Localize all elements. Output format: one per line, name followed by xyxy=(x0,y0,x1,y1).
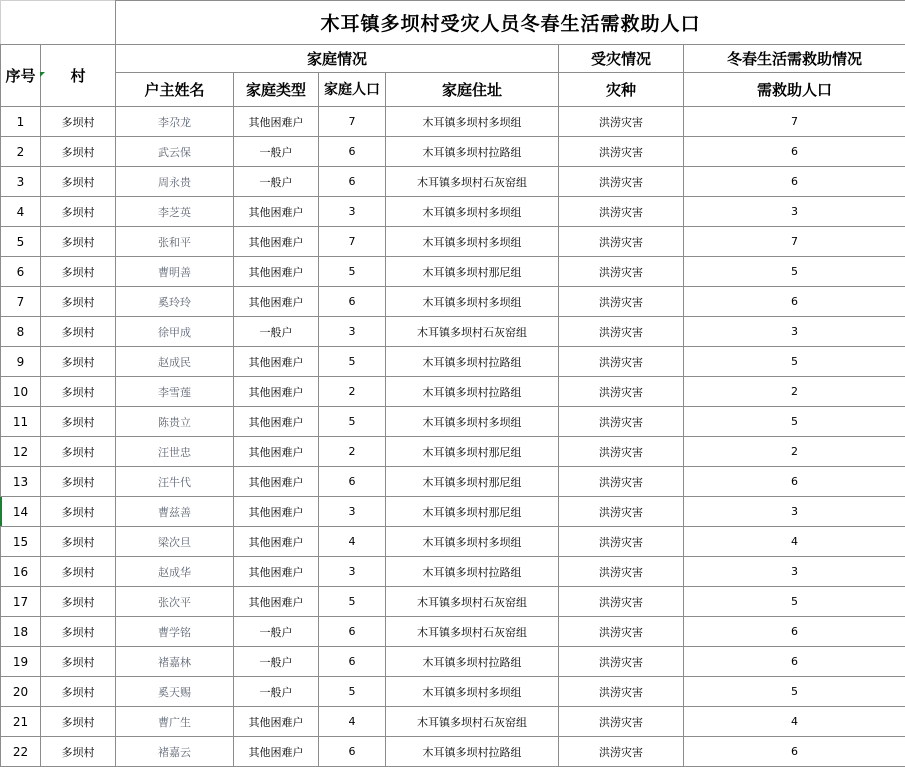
cell-family-type[interactable]: 其他困难户 xyxy=(234,707,319,737)
cell-seq[interactable]: 16 xyxy=(1,557,41,587)
cell-disaster-type[interactable]: 洪涝灾害 xyxy=(559,497,684,527)
cell-head-name[interactable]: 武云保 xyxy=(116,137,234,167)
cell-head-name[interactable]: 曹明善 xyxy=(116,257,234,287)
header-relief-count[interactable]: 需救助人口 xyxy=(684,73,905,107)
cell-seq[interactable]: 18 xyxy=(1,617,41,647)
cell-address[interactable]: 木耳镇多坝村多坝组 xyxy=(386,227,559,257)
cell-village[interactable]: 多坝村 xyxy=(41,527,116,557)
cell-family-size[interactable]: 6 xyxy=(319,617,386,647)
cell-disaster-type[interactable]: 洪涝灾害 xyxy=(559,647,684,677)
cell-head-name[interactable]: 奚玲玲 xyxy=(116,287,234,317)
cell-family-size[interactable]: 5 xyxy=(319,587,386,617)
cell-family-type[interactable]: 其他困难户 xyxy=(234,407,319,437)
cell-address[interactable]: 木耳镇多坝村多坝组 xyxy=(386,407,559,437)
cell-village[interactable]: 多坝村 xyxy=(41,107,116,137)
cell-village[interactable]: 多坝村 xyxy=(41,677,116,707)
header-head-name[interactable]: 户主姓名 xyxy=(116,73,234,107)
cell-disaster-type[interactable]: 洪涝灾害 xyxy=(559,317,684,347)
cell-family-type[interactable]: 其他困难户 xyxy=(234,437,319,467)
cell-head-name[interactable]: 李芝英 xyxy=(116,197,234,227)
cell-village[interactable]: 多坝村 xyxy=(41,137,116,167)
cell-address[interactable]: 木耳镇多坝村拉路组 xyxy=(386,737,559,767)
cell-family-type[interactable]: 其他困难户 xyxy=(234,107,319,137)
cell-family-type[interactable]: 其他困难户 xyxy=(234,557,319,587)
cell-family-type[interactable]: 一般户 xyxy=(234,137,319,167)
cell-family-type[interactable]: 一般户 xyxy=(234,317,319,347)
table-row xyxy=(1,587,905,617)
cell-disaster-type[interactable]: 洪涝灾害 xyxy=(559,557,684,587)
table-row xyxy=(1,377,905,407)
cell-village[interactable]: 多坝村 xyxy=(41,197,116,227)
cell-disaster-type[interactable]: 洪涝灾害 xyxy=(559,167,684,197)
cell-family-size[interactable]: 3 xyxy=(319,197,386,227)
cell-head-name[interactable]: 张和平 xyxy=(116,227,234,257)
cell-address[interactable]: 木耳镇多坝村那尼组 xyxy=(386,497,559,527)
cell-village[interactable]: 多坝村 xyxy=(41,407,116,437)
cell-address[interactable]: 木耳镇多坝村拉路组 xyxy=(386,377,559,407)
table-row xyxy=(1,707,905,737)
cell-relief-count[interactable]: 5 xyxy=(684,587,905,617)
cell-seq[interactable]: 20 xyxy=(1,677,41,707)
cell-head-name[interactable]: 曹兹善 xyxy=(116,497,234,527)
cell-relief-count[interactable]: 7 xyxy=(684,107,905,137)
cell-disaster-type[interactable]: 洪涝灾害 xyxy=(559,407,684,437)
cell-family-type[interactable]: 其他困难户 xyxy=(234,347,319,377)
cell-family-size[interactable]: 3 xyxy=(319,317,386,347)
cell-relief-count[interactable]: 6 xyxy=(684,137,905,167)
table-row xyxy=(1,437,905,467)
cell-family-type[interactable]: 一般户 xyxy=(234,647,319,677)
cell-address[interactable]: 木耳镇多坝村那尼组 xyxy=(386,467,559,497)
cell-address[interactable]: 木耳镇多坝村石灰窑组 xyxy=(386,167,559,197)
cell-family-type[interactable]: 一般户 xyxy=(234,617,319,647)
cell-head-name[interactable]: 赵成民 xyxy=(116,347,234,377)
header-village[interactable]: 村 xyxy=(41,45,116,107)
cell-family-type[interactable]: 其他困难户 xyxy=(234,377,319,407)
cell-disaster-type[interactable]: 洪涝灾害 xyxy=(559,527,684,557)
cell-family-type[interactable]: 其他困难户 xyxy=(234,497,319,527)
cell-family-size[interactable]: 6 xyxy=(319,467,386,497)
cell-family-size[interactable]: 2 xyxy=(319,437,386,467)
cell-relief-count[interactable]: 3 xyxy=(684,557,905,587)
header-family-size[interactable]: 家庭人口 xyxy=(319,73,386,107)
cell-family-size[interactable]: 5 xyxy=(319,257,386,287)
cell-relief-count[interactable]: 2 xyxy=(684,377,905,407)
cell-disaster-type[interactable]: 洪涝灾害 xyxy=(559,437,684,467)
cell-seq[interactable]: 3 xyxy=(1,167,41,197)
sheet-title[interactable]: 木耳镇多坝村受灾人员冬春生活需救助人口 xyxy=(116,1,905,45)
cell-address[interactable]: 木耳镇多坝村那尼组 xyxy=(386,257,559,287)
header-group-disaster[interactable]: 受灾情况 xyxy=(559,45,684,73)
header-group-relief[interactable]: 冬春生活需救助情况 xyxy=(684,45,905,73)
table-row xyxy=(1,197,905,227)
cell-seq[interactable]: 21 xyxy=(1,707,41,737)
cell-relief-count[interactable]: 6 xyxy=(684,617,905,647)
cell-head-name[interactable]: 褚嘉林 xyxy=(116,647,234,677)
cell-family-type[interactable]: 一般户 xyxy=(234,167,319,197)
cell-relief-count[interactable]: 4 xyxy=(684,527,905,557)
cell-seq[interactable]: 9 xyxy=(1,347,41,377)
table-row xyxy=(1,647,905,677)
cell-family-size[interactable]: 3 xyxy=(319,497,386,527)
cell-seq[interactable]: 12 xyxy=(1,437,41,467)
cell-village[interactable]: 多坝村 xyxy=(41,167,116,197)
cell-village[interactable]: 多坝村 xyxy=(41,707,116,737)
cell-village[interactable]: 多坝村 xyxy=(41,587,116,617)
cell-village[interactable]: 多坝村 xyxy=(41,467,116,497)
cell-head-name[interactable]: 汪牛代 xyxy=(116,467,234,497)
table-row xyxy=(1,257,905,287)
cell-disaster-type[interactable]: 洪涝灾害 xyxy=(559,617,684,647)
header-disaster-type[interactable]: 灾种 xyxy=(559,73,684,107)
table-row xyxy=(1,557,905,587)
cell-relief-count[interactable]: 3 xyxy=(684,317,905,347)
cell-relief-count[interactable]: 5 xyxy=(684,677,905,707)
header-address[interactable]: 家庭住址 xyxy=(386,73,559,107)
cell-seq[interactable]: 2 xyxy=(1,137,41,167)
cell-family-size[interactable]: 2 xyxy=(319,377,386,407)
cell-head-name[interactable]: 赵成华 xyxy=(116,557,234,587)
cell-comment-marker xyxy=(40,72,45,77)
cell-village[interactable]: 多坝村 xyxy=(41,227,116,257)
table-row xyxy=(1,497,905,527)
cell-family-type[interactable]: 其他困难户 xyxy=(234,197,319,227)
header-family-type[interactable]: 家庭类型 xyxy=(234,73,319,107)
cell-head-name[interactable]: 褚嘉云 xyxy=(116,737,234,767)
cell-address[interactable]: 木耳镇多坝村拉路组 xyxy=(386,347,559,377)
cell-disaster-type[interactable]: 洪涝灾害 xyxy=(559,707,684,737)
cell-relief-count[interactable]: 6 xyxy=(684,647,905,677)
cell-family-size[interactable]: 7 xyxy=(319,227,386,257)
cell-village[interactable]: 多坝村 xyxy=(41,317,116,347)
cell-address[interactable]: 木耳镇多坝村拉路组 xyxy=(386,137,559,167)
cell-seq[interactable]: 17 xyxy=(1,587,41,617)
cell-disaster-type[interactable]: 洪涝灾害 xyxy=(559,197,684,227)
cell-relief-count[interactable]: 6 xyxy=(684,467,905,497)
cell-seq[interactable]: 14 xyxy=(1,497,41,527)
cell-family-type[interactable]: 一般户 xyxy=(234,677,319,707)
table-row xyxy=(1,167,905,197)
cell-village[interactable]: 多坝村 xyxy=(41,347,116,377)
cell-family-type[interactable]: 其他困难户 xyxy=(234,527,319,557)
cell-address[interactable]: 木耳镇多坝村多坝组 xyxy=(386,677,559,707)
cell-relief-count[interactable]: 3 xyxy=(684,197,905,227)
cell-address[interactable]: 木耳镇多坝村石灰窑组 xyxy=(386,707,559,737)
cell-relief-count[interactable]: 6 xyxy=(684,287,905,317)
cell-disaster-type[interactable]: 洪涝灾害 xyxy=(559,287,684,317)
cell-village[interactable]: 多坝村 xyxy=(41,257,116,287)
row-selection-indicator xyxy=(0,497,2,526)
cell-seq[interactable]: 22 xyxy=(1,737,41,767)
cell-family-size[interactable]: 6 xyxy=(319,167,386,197)
cell-address[interactable]: 木耳镇多坝村拉路组 xyxy=(386,647,559,677)
cell-family-size[interactable]: 4 xyxy=(319,707,386,737)
cell-address[interactable]: 木耳镇多坝村石灰窑组 xyxy=(386,617,559,647)
cell-family-type[interactable]: 其他困难户 xyxy=(234,737,319,767)
cell-address[interactable]: 木耳镇多坝村多坝组 xyxy=(386,107,559,137)
cell-address[interactable]: 木耳镇多坝村石灰窑组 xyxy=(386,587,559,617)
table-row xyxy=(1,287,905,317)
cell-disaster-type[interactable]: 洪涝灾害 xyxy=(559,257,684,287)
cell-seq[interactable]: 6 xyxy=(1,257,41,287)
cell-seq[interactable]: 10 xyxy=(1,377,41,407)
cell-head-name[interactable]: 周永贵 xyxy=(116,167,234,197)
cell-disaster-type[interactable]: 洪涝灾害 xyxy=(559,137,684,167)
cell-seq[interactable]: 7 xyxy=(1,287,41,317)
cell-village[interactable]: 多坝村 xyxy=(41,647,116,677)
cell-family-size[interactable]: 6 xyxy=(319,137,386,167)
cell-relief-count[interactable]: 6 xyxy=(684,167,905,197)
corner-cell[interactable] xyxy=(1,1,116,45)
cell-seq[interactable]: 1 xyxy=(1,107,41,137)
cell-seq[interactable]: 19 xyxy=(1,647,41,677)
cell-relief-count[interactable]: 5 xyxy=(684,407,905,437)
cell-address[interactable]: 木耳镇多坝村那尼组 xyxy=(386,437,559,467)
header-group-family[interactable]: 家庭情况 xyxy=(116,45,559,73)
table-row xyxy=(1,407,905,437)
cell-village[interactable]: 多坝村 xyxy=(41,737,116,767)
cell-relief-count[interactable]: 6 xyxy=(684,737,905,767)
cell-seq[interactable]: 8 xyxy=(1,317,41,347)
cell-family-size[interactable]: 6 xyxy=(319,287,386,317)
cell-relief-count[interactable]: 4 xyxy=(684,707,905,737)
table-row xyxy=(1,137,905,167)
cell-disaster-type[interactable]: 洪涝灾害 xyxy=(559,107,684,137)
cell-family-size[interactable]: 6 xyxy=(319,647,386,677)
table-row xyxy=(1,467,905,497)
cell-disaster-type[interactable]: 洪涝灾害 xyxy=(559,467,684,497)
table-row xyxy=(1,527,905,557)
table-row xyxy=(1,737,905,767)
cell-family-size[interactable]: 7 xyxy=(319,107,386,137)
cell-relief-count[interactable]: 5 xyxy=(684,347,905,377)
cell-address[interactable]: 木耳镇多坝村多坝组 xyxy=(386,197,559,227)
cell-family-size[interactable]: 3 xyxy=(319,557,386,587)
cell-family-size[interactable]: 5 xyxy=(319,677,386,707)
cell-disaster-type[interactable]: 洪涝灾害 xyxy=(559,377,684,407)
cell-seq[interactable]: 5 xyxy=(1,227,41,257)
cell-head-name[interactable]: 曹广生 xyxy=(116,707,234,737)
cell-seq[interactable]: 15 xyxy=(1,527,41,557)
cell-village[interactable]: 多坝村 xyxy=(41,437,116,467)
cell-disaster-type[interactable]: 洪涝灾害 xyxy=(559,227,684,257)
cell-disaster-type[interactable]: 洪涝灾害 xyxy=(559,587,684,617)
table-row xyxy=(1,617,905,647)
cell-family-size[interactable]: 5 xyxy=(319,347,386,377)
cell-head-name[interactable]: 李尕龙 xyxy=(116,107,234,137)
cell-head-name[interactable]: 陈贵立 xyxy=(116,407,234,437)
cell-disaster-type[interactable]: 洪涝灾害 xyxy=(559,347,684,377)
table-row xyxy=(1,677,905,707)
cell-family-size[interactable]: 4 xyxy=(319,527,386,557)
cell-head-name[interactable]: 李雪莲 xyxy=(116,377,234,407)
cell-address[interactable]: 木耳镇多坝村拉路组 xyxy=(386,557,559,587)
cell-head-name[interactable]: 徐甲成 xyxy=(116,317,234,347)
cell-family-type[interactable]: 其他困难户 xyxy=(234,467,319,497)
cell-head-name[interactable]: 梁次旦 xyxy=(116,527,234,557)
cell-village[interactable]: 多坝村 xyxy=(41,557,116,587)
cell-seq[interactable]: 11 xyxy=(1,407,41,437)
cell-family-type[interactable]: 其他困难户 xyxy=(234,287,319,317)
cell-village[interactable]: 多坝村 xyxy=(41,287,116,317)
cell-family-type[interactable]: 其他困难户 xyxy=(234,227,319,257)
cell-head-name[interactable]: 曹学铭 xyxy=(116,617,234,647)
cell-relief-count[interactable]: 3 xyxy=(684,497,905,527)
cell-family-size[interactable]: 5 xyxy=(319,407,386,437)
cell-relief-count[interactable]: 2 xyxy=(684,437,905,467)
cell-disaster-type[interactable]: 洪涝灾害 xyxy=(559,677,684,707)
cell-head-name[interactable]: 汪世忠 xyxy=(116,437,234,467)
table-row xyxy=(1,317,905,347)
cell-seq[interactable]: 4 xyxy=(1,197,41,227)
table-row xyxy=(1,347,905,377)
cell-village[interactable]: 多坝村 xyxy=(41,497,116,527)
cell-relief-count[interactable]: 5 xyxy=(684,257,905,287)
cell-relief-count[interactable]: 7 xyxy=(684,227,905,257)
cell-disaster-type[interactable]: 洪涝灾害 xyxy=(559,737,684,767)
cell-address[interactable]: 木耳镇多坝村多坝组 xyxy=(386,527,559,557)
cell-village[interactable]: 多坝村 xyxy=(41,617,116,647)
cell-seq[interactable]: 13 xyxy=(1,467,41,497)
cell-head-name[interactable]: 奚天赐 xyxy=(116,677,234,707)
table-row xyxy=(1,107,905,137)
cell-family-size[interactable]: 6 xyxy=(319,737,386,767)
cell-family-type[interactable]: 其他困难户 xyxy=(234,587,319,617)
header-seq[interactable]: 序号 xyxy=(1,45,41,107)
cell-village[interactable]: 多坝村 xyxy=(41,377,116,407)
cell-head-name[interactable]: 张次平 xyxy=(116,587,234,617)
cell-address[interactable]: 木耳镇多坝村多坝组 xyxy=(386,287,559,317)
cell-family-type[interactable]: 其他困难户 xyxy=(234,257,319,287)
cell-address[interactable]: 木耳镇多坝村石灰窑组 xyxy=(386,317,559,347)
table-row xyxy=(1,227,905,257)
